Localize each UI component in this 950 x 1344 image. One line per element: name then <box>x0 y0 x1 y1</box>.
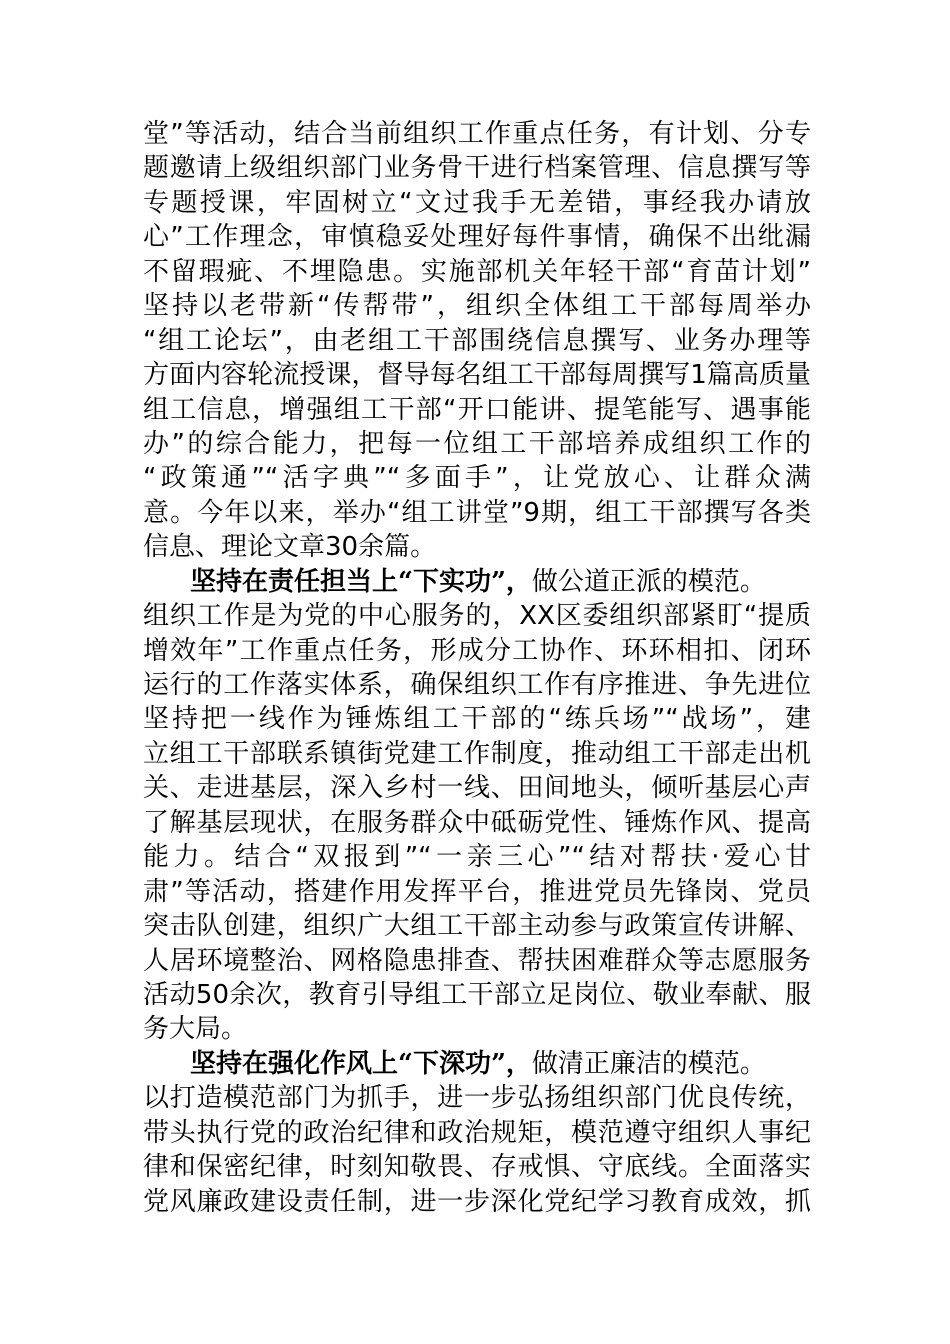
text-line: 人居环境整治、网格隐患排查、帮扶困难群众等志愿服务 <box>143 945 811 976</box>
paragraph-3 <box>143 1047 811 1219</box>
text-line: 以打造模范部门为抓手，进一步弘扬组织部门优良传统， <box>143 1083 811 1114</box>
document-body <box>143 117 811 1219</box>
text-line: 运行的工作落实体系，确保组织工作有序推进、争先进位 <box>143 670 811 700</box>
text-line: 坚持以老带新“传帮带”，组织全体组工干部每周举办 <box>143 291 811 322</box>
paragraph-heading-line <box>143 565 811 599</box>
paragraph-heading-rest: 做清正廉洁的模范。 <box>531 1048 766 1079</box>
text-line: 组工信息，增强组工干部“开口能讲、提笔能写、遇事能 <box>143 394 811 425</box>
text-line: 活动50余次，教育引导组工干部立足岗位、敬业奉献、服 <box>143 979 811 1010</box>
text-line: 了解基层现状，在服务群众中砥砺党性、锤炼作风、提高 <box>143 807 811 838</box>
text-line: 办”的综合能力，把每一位组工干部培养成组织工作的 <box>143 428 811 459</box>
text-line: 党风廉政建设责任制，进一步深化党纪学习教育成效，抓 <box>143 1186 811 1217</box>
text-line: 立组工干部联系镇街党建工作制度，推动组工干部走出机 <box>143 738 811 769</box>
text-line: “政策通”“活字典”“多面手”，让党放心、让群众满 <box>143 463 811 494</box>
text-line: 务大局。 <box>143 1014 248 1045</box>
text-line: 律和保密纪律，时刻知敬畏、存戒惧、守底线。全面落实 <box>143 1152 811 1183</box>
text-line: 专题授课，牢固树立“文过我手无差错，事经我办请放 <box>143 187 811 218</box>
text-line: 关、走进基层，深入乡村一线、田间地头，倾听基层心声 <box>143 773 811 804</box>
text-line: 心”工作理念，审慎稳妥处理好每件事情，确保不出纰漏 <box>143 222 811 253</box>
text-line: 增效年”工作重点任务，形成分工协作、环环相扣、闭环 <box>143 635 811 666</box>
text-line: 堂”等活动，结合当前组织工作重点任务，有计划、分专 <box>143 119 811 149</box>
text-line: 能力。结合“双报到”“一亲三心”“结对帮扶·爱心甘 <box>143 842 811 873</box>
text-line: “组工论坛”，由老组工干部围绕信息撰写、业务办理等 <box>143 325 811 356</box>
paragraph-heading: 坚持在强化作风上“下深功”， <box>190 1048 532 1079</box>
paragraph-heading-rest: 做公道正派的模范。 <box>531 566 766 597</box>
text-line: 信息、理论文章30余篇。 <box>143 532 437 563</box>
paragraph-2 <box>143 565 811 1047</box>
paragraph-1 <box>143 117 811 565</box>
text-line: 不留瑕疵、不埋隐患。实施部机关年轻干部“育苗计划” <box>143 256 811 287</box>
text-line: 题邀请上级组织部门业务骨干进行档案管理、信息撰写等 <box>143 153 811 184</box>
text-line: 坚持把一线作为锤炼组工干部的“练兵场”“战场”，建 <box>143 704 811 735</box>
paragraph-heading: 坚持在责任担当上“下实功”， <box>190 566 532 597</box>
text-line: 意。今年以来，举办“组工讲堂”9期，组工干部撰写各类 <box>143 497 811 528</box>
text-line: 带头执行党的政治纪律和政治规矩，模范遵守组织人事纪 <box>143 1117 811 1148</box>
paragraph-heading-line <box>143 1047 811 1081</box>
text-line: 方面内容轮流授课，督导每名组工干部每周撰写1篇高质量 <box>143 360 811 391</box>
text-line: 组织工作是为党的中心服务的，XX区委组织部紧盯“提质 <box>143 601 811 632</box>
text-line: 突击队创建，组织广大组工干部主动参与政策宣传讲解、 <box>143 911 811 942</box>
text-line: 肃”等活动，搭建作用发挥平台，推进党员先锋岗、党员 <box>143 876 811 907</box>
